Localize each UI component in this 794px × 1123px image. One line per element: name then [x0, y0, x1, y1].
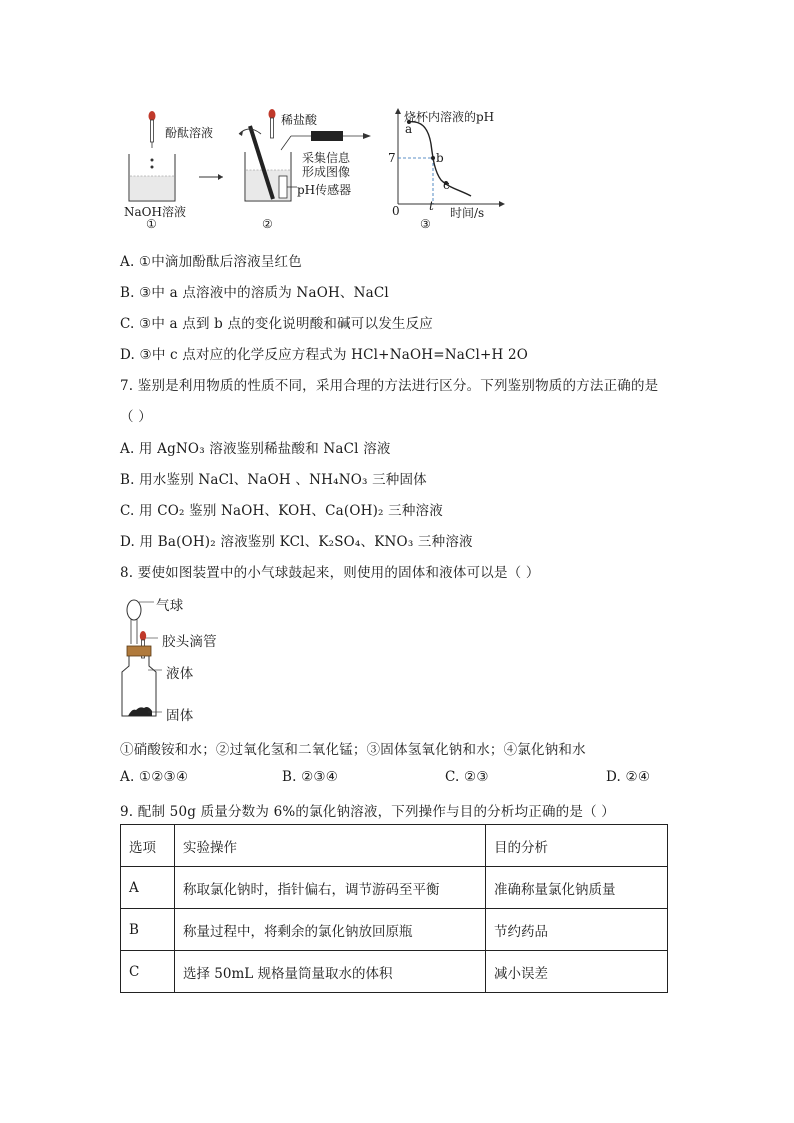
graph-ylabel: 烧杯内溶液的pH: [404, 110, 495, 124]
header-cell: 选项: [121, 825, 175, 867]
q7-option-c: C. 用 CO₂ 鉴别 NaOH、KOH、Ca(OH)₂ 三种溶液: [120, 503, 443, 519]
table-header-row: [121, 825, 668, 867]
q7-option-d: D. 用 Ba(OH)₂ 溶液鉴别 KCl、K₂SO₄、KNO₃ 三种溶液: [120, 534, 473, 550]
graph-a: a: [405, 122, 413, 136]
label-dropper: 胶头滴管: [162, 634, 217, 650]
q9-table: [120, 824, 668, 993]
arrow-icon: [199, 174, 223, 180]
table-cell: 节约药品: [486, 909, 668, 951]
q8-choices: ①硝酸铵和水；②过氧化氢和二氧化锰；③固体氢氧化钠和水；④氯化钠和水: [120, 742, 586, 758]
label-naoh: NaOH溶液: [124, 205, 186, 219]
label-balloon: 气球: [156, 598, 184, 614]
q7-option-a: A. 用 AgNO₃ 溶液鉴别稀盐酸和 NaCl 溶液: [120, 441, 391, 457]
table-cell: B: [121, 909, 175, 951]
q8-option-d: D. ②④: [606, 769, 651, 785]
table-row: [121, 951, 668, 993]
label-sensor: pH传感器: [297, 183, 352, 197]
balloon-icon: [127, 600, 141, 644]
dropper-2-icon: [269, 109, 276, 138]
table-cell: 准确称量氯化钠质量: [486, 867, 668, 909]
label-num2: ②: [262, 217, 273, 231]
stopper-icon: [127, 646, 151, 656]
q8-stem: 8. 要使如图装置中的小气球鼓起来，则使用的固体和液体可以是（ ）: [120, 565, 540, 581]
q7-stem: 7. 鉴别是利用物质的性质不同，采用合理的方法进行区分。下列鉴别物质的方法正确的是: [120, 378, 659, 394]
q9-stem: 9. 配制 50g 质量分数为 6%的氯化钠溶液，下列操作与目的分析均正确的是（ ）: [120, 804, 615, 820]
table-row: [121, 909, 668, 951]
label-liquid: 液体: [166, 666, 194, 682]
label-solid: 固体: [166, 708, 194, 724]
graph-t: t: [429, 199, 434, 213]
header-cell: 目的分析: [486, 825, 668, 867]
label-collect2: 形成图像: [302, 165, 351, 179]
q8-option-a: A. ①②③④: [120, 769, 189, 785]
q6-option-a: A. ①中滴加酚酞后溶液呈红色: [120, 254, 302, 270]
table-cell: 称取氯化钠时，指针偏右，调节游码至平衡: [175, 867, 486, 909]
label-num1: ①: [146, 217, 157, 231]
q6-option-d: D. ③中 c 点对应的化学反应方程式为 HCl+NaOH=NaCl+H 2O: [120, 347, 529, 363]
graph-origin: 0: [392, 204, 400, 218]
q6-option-b: B. ③中 a 点溶液中的溶质为 NaOH、NaCl: [120, 285, 389, 301]
table-cell: A: [121, 867, 175, 909]
q8-option-b: B. ②③④: [282, 769, 339, 785]
label-num3: ③: [420, 217, 431, 231]
label-collect1: 采集信息: [302, 151, 351, 165]
header-cell: 实验操作: [175, 825, 486, 867]
flask-icon: [122, 656, 156, 716]
dropper-icon: [149, 111, 156, 148]
label-phenol: 酚酞溶液: [165, 126, 214, 140]
q7-option-b: B. 用水鉴别 NaCl、NaOH 、NH₄NO₃ 三种固体: [120, 472, 427, 488]
graph-y7: 7: [388, 151, 396, 165]
graph-b: b: [436, 151, 444, 165]
graph-xlabel: 时间/s: [450, 206, 485, 220]
graph-c: c: [443, 178, 450, 192]
table-cell: 减小误差: [486, 951, 668, 993]
table-cell: 称量过程中，将剩余的氯化钠放回原瓶: [175, 909, 486, 951]
q8-option-c: C. ②③: [445, 769, 489, 785]
label-acid: 稀盐酸: [281, 113, 318, 127]
table-row: [121, 867, 668, 909]
table-cell: C: [121, 951, 175, 993]
table-cell: 选择 50mL 规格量筒量取水的体积: [175, 951, 486, 993]
q7-stem-bracket: （ ）: [120, 409, 152, 425]
q6-option-c: C. ③中 a 点到 b 点的变化说明酸和碱可以发生反应: [120, 316, 433, 332]
